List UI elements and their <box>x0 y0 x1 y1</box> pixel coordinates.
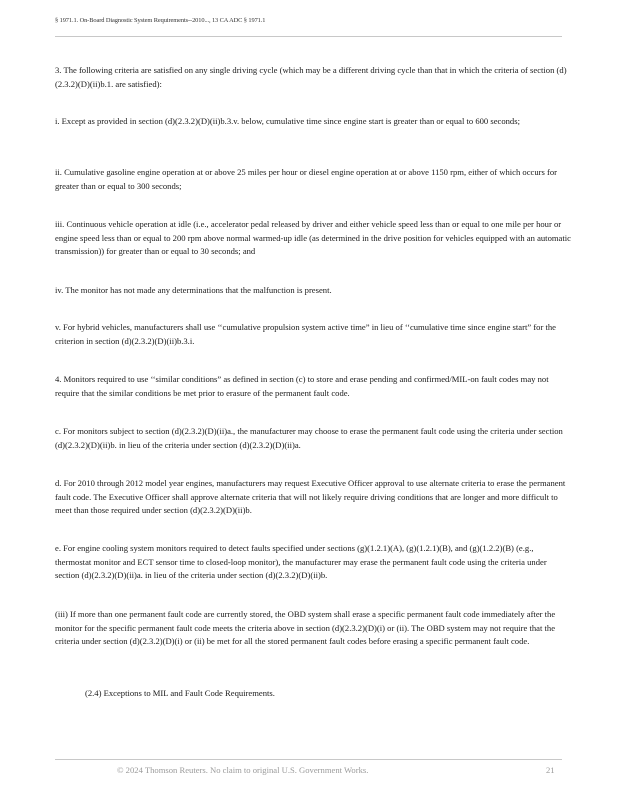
paragraph-e: e. For engine cooling system monitors required to detect faults specified under sections (g)(1.2.1)(A), (g)(1.2.1)(B), and (g)(1.2.2)(B) (e.g., thermostat monitor and ECT sensor time to closed-loop monitor), the manufacturer may erase the permanent fault code using the criteria under section (d)(2.3.2)(D)(ii)a. in lieu of the criteria under section (d)(2.3.2)(D)(ii)b. <box>55 543 547 581</box>
header-divider <box>55 36 562 37</box>
paragraph-criteria-3-ii: ii. Cumulative gasoline engine operation at or above 25 miles per hour or diesel engine operation at or above 1150 rpm, either of which occurs for greater than or equal to 300 seconds; <box>55 167 558 191</box>
paragraph-d: d. For 2010 through 2012 model year engines, manufacturers may request Executive Officer approval to use alternate criteria to erase the permanent fault code. The Executive Officer shall approve alternate criteria that will not likely require driving conditions that are longer and more difficult to meet than those required under section (d)(2.3.2)(D)(ii)b. <box>55 478 566 516</box>
paragraph-criteria-3: 3. The following criteria are satisfied on any single driving cycle (which may be a different driving cycle than that in which the criteria of section (d)(2.3.2)(D)(ii)b.1. are satisfied): <box>55 65 567 89</box>
paragraph-iii-multiple-codes: (iii) If more than one permanent fault code are currently stored, the OBD system shall erase a specific permanent fault code immediately after the monitor for the specific permanent fault code meets the criteria above in section (d)(2.3.2)(D)(i) or (ii). The OBD system may not require that the criteria under section (d)(2.3.2)(D)(i) or (ii) be met for all the stored permanent fault codes before erasing a specific permanent fault code. <box>55 609 556 647</box>
paragraph-criteria-4: 4. Monitors required to use ‘‘similar conditions” as defined in section (c) to store and erase pending and confirmed/MIL-on fault codes may not require that the similar conditions be met prior to erasure of the permanent fault code. <box>55 374 549 398</box>
paragraph-criteria-3-i: i. Except as provided in section (d)(2.3.2)(D)(ii)b.3.v. below, cumulative time since engine start is greater than or equal to 600 seconds; <box>55 116 520 126</box>
paragraph-criteria-3-iv: iv. The monitor has not made any determinations that the malfunction is present. <box>55 285 332 295</box>
paragraph-criteria-3-iii: iii. Continuous vehicle operation at idle (i.e., accelerator pedal released by driver and either vehicle speed less than or equal to one mile per hour or engine speed less than or equal to 200 rpm above normal warmed-up idle (as determined in the drive position for vehicles equipped with an automatic transmission)) for greater than or equal to 30 seconds; and <box>55 219 571 257</box>
page-number: 21 <box>546 765 555 775</box>
section-heading-2-4: (2.4) Exceptions to MIL and Fault Code Requirements. <box>85 688 275 698</box>
footer-copyright: © 2024 Thomson Reuters. No claim to original U.S. Government Works. <box>117 765 369 775</box>
running-header: § 1971.1. On-Board Diagnostic System Requirements--2010..., 13 CA ADC § 1971.1 <box>55 17 266 24</box>
footer-divider <box>55 759 562 760</box>
paragraph-criteria-3-v: v. For hybrid vehicles, manufacturers shall use ‘‘cumulative propulsion system active time” in lieu of ‘‘cumulative time since engine start” for the criterion in section (d)(2.3.2)(D)(ii)b.3.i. <box>55 322 556 346</box>
paragraph-c: c. For monitors subject to section (d)(2.3.2)(D)(ii)a., the manufacturer may choose to erase the permanent fault code using the criteria under section (d)(2.3.2)(D)(ii)b. in lieu of the criteria under section (d)(2.3.2)(D)(ii)a. <box>55 426 563 450</box>
